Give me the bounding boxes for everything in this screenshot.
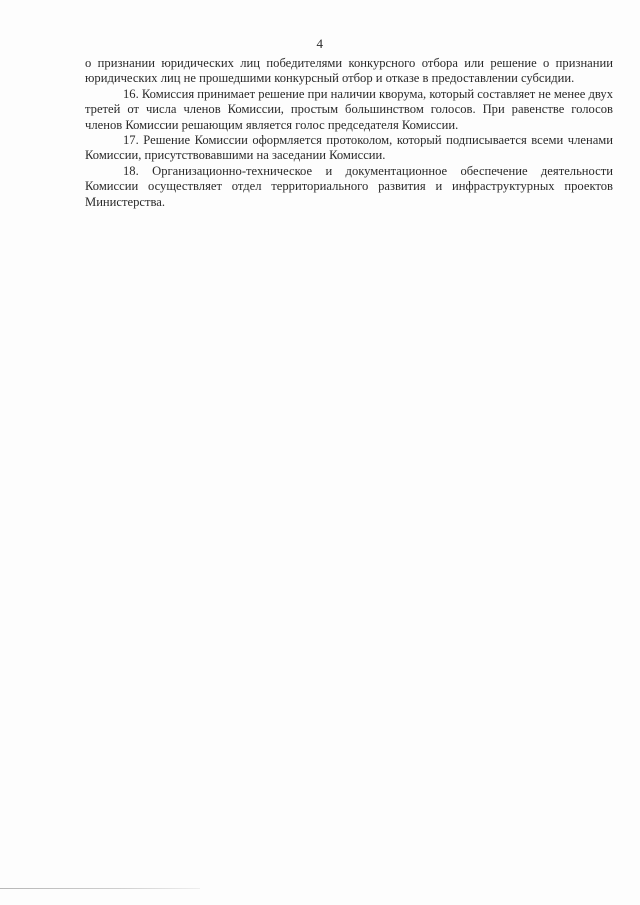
paragraph-continuation: о признании юридических лиц победителями конкурсного отбора или решение о признании юридических лиц не прошедшими конкурсный отбор и отказе в предоставлении субсидии. [85,56,613,86]
document-body [85,56,613,210]
scan-artifact-line [0,888,200,889]
page-number: 4 [316,36,324,51]
paragraph-18: 18. Организационно-техническое и документационное обеспечение деятельности Комиссии осуществляет отдел территориального развития и инфраструктурных проектов Министерства. [85,163,613,209]
paragraph-16: 16. Комиссия принимает решение при наличии кворума, который составляет не менее двух третей от числа членов Комиссии, простым большинством голосов. При равенстве голосов членов Комиссии решающим является голос председателя Комиссии. [85,86,613,132]
paragraph-17: 17. Решение Комиссии оформляется протоколом, который подписывается всеми членами Комиссии, присутствовавшими на заседании Комиссии. [85,133,613,163]
